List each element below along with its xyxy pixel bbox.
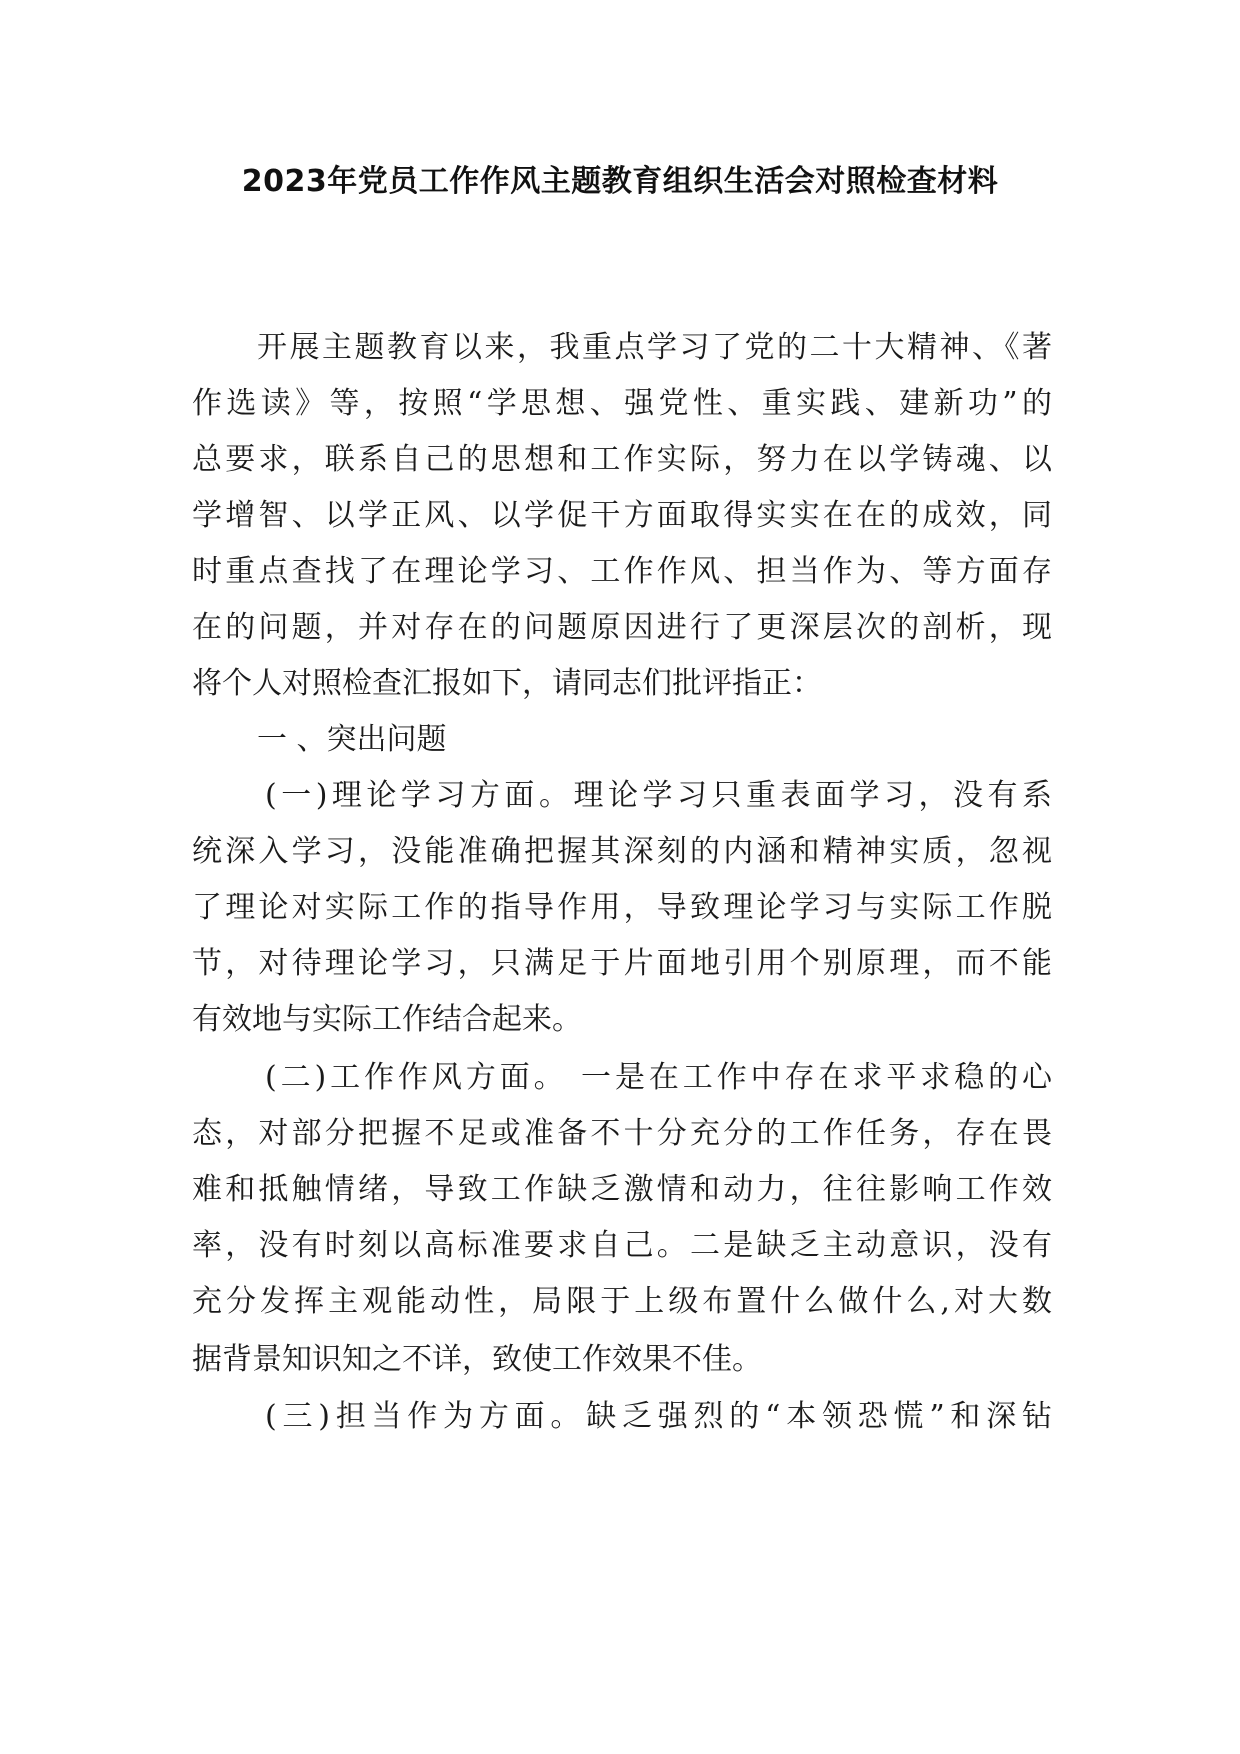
body-line: 时重点查找了在理论学习、工作作风、担当作为、等方面存	[192, 554, 1052, 589]
body-line: 总要求，联系自己的思想和工作实际，努力在以学铸魂、以	[192, 442, 1052, 477]
section-heading: 一 、突出问题	[257, 722, 447, 757]
body-line: 学增智、以学正风、以学促干方面取得实实在在的成效，同	[192, 498, 1052, 533]
document-title: 2023年党员工作作风主题教育组织生活会对照检查材料	[241, 164, 999, 199]
body-line: (二)工作作风方面。 一是在工作中存在求平求稳的心	[265, 1060, 1052, 1095]
body-line: (一)理论学习方面。理论学习只重表面学习，没有系	[265, 778, 1052, 813]
body-line: 开展主题教育以来，我重点学习了党的二十大精神、《著	[257, 330, 1052, 365]
body-line: 在的问题，并对存在的问题原因进行了更深层次的剖析，现	[192, 610, 1052, 645]
body-line: 率，没有时刻以高标准要求自己。二是缺乏主动意识，没有	[192, 1228, 1052, 1263]
body-line: 统深入学习，没能准确把握其深刻的内涵和精神实质，忽视	[192, 834, 1052, 869]
body-line: (三)担当作为方面。缺乏强烈的“本领恐慌”和深钻	[265, 1399, 1052, 1434]
body-line: 有效地与实际工作结合起来。	[192, 1002, 582, 1037]
body-line: 了理论对实际工作的指导作用，导致理论学习与实际工作脱	[192, 890, 1052, 925]
body-line: 态，对部分把握不足或准备不十分充分的工作任务，存在畏	[192, 1116, 1052, 1151]
body-line: 节，对待理论学习，只满足于片面地引用个别原理，而不能	[192, 946, 1052, 981]
body-line: 将个人对照检查汇报如下，请同志们批评指正：	[192, 666, 822, 701]
body-line: 难和抵触情绪，导致工作缺乏激情和动力，往往影响工作效	[192, 1172, 1052, 1207]
body-line: 据背景知识知之不详，致使工作效果不佳。	[192, 1342, 762, 1377]
body-line: 充分发挥主观能动性，局限于上级布置什么做什么,对大数	[192, 1284, 1052, 1319]
body-line: 作选读》等，按照“学思想、强党性、重实践、建新功”的	[192, 386, 1052, 421]
